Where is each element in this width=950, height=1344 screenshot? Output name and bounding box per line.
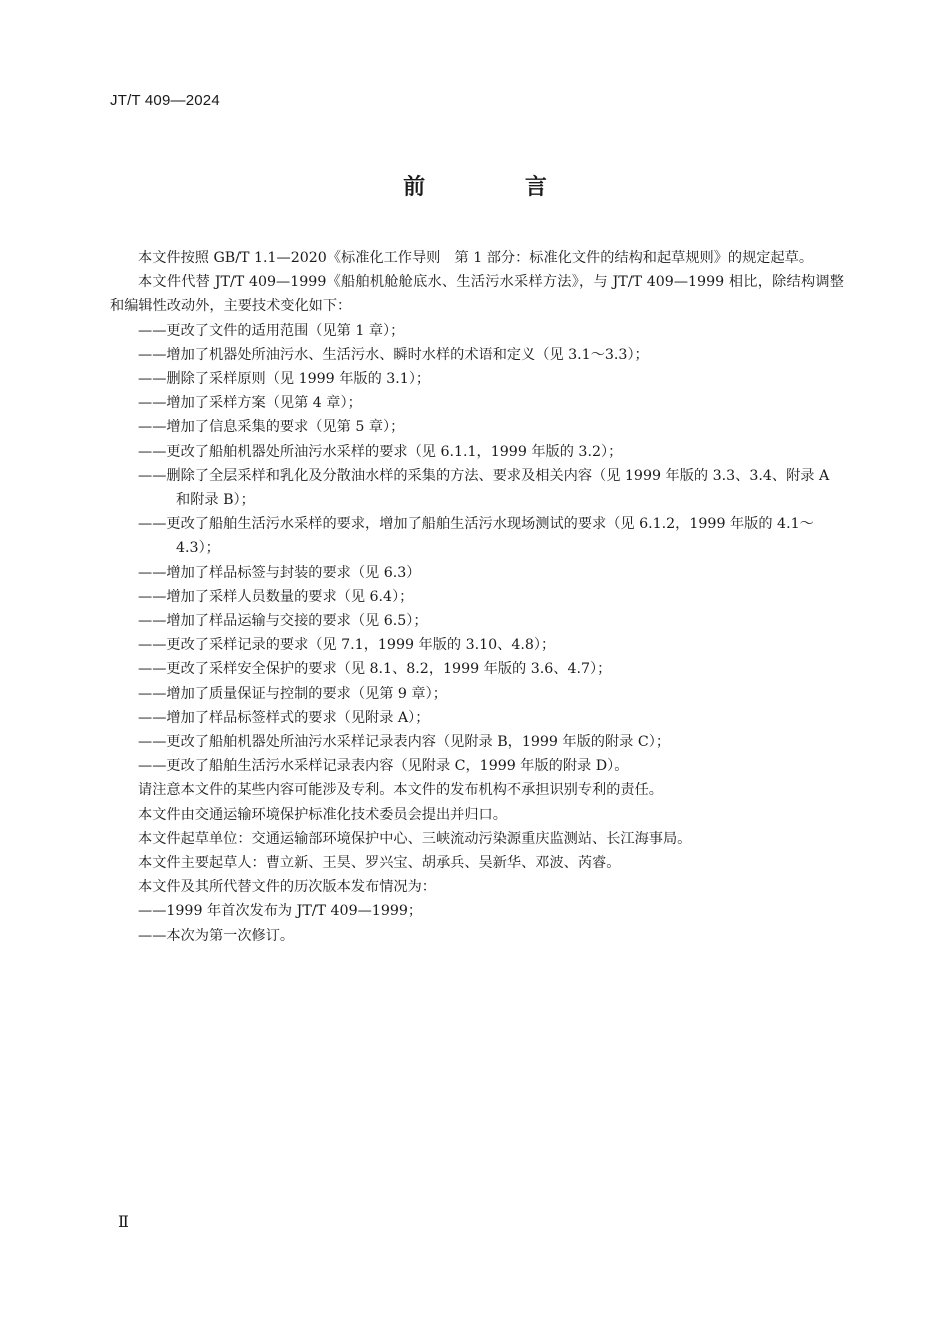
list-item: ——增加了采样方案（见第 4 章）； — [138, 395, 362, 412]
list-item: ——增加了信息采集的要求（见第 5 章）； — [138, 419, 405, 436]
list-item: ——更改了船舶机器处所油污水采样的要求（见 6.1.1，1999 年版的 3.2）； — [138, 443, 623, 460]
document-id-header: JT/T 409—2024 — [110, 92, 220, 109]
paragraph-replacement: 本文件代替 JT/T 409—1999《船舶机舱舱底水、生活污水采样方法》，与 JT/T 409—1999 相比，除结构调整和编辑性改动外，主要技术变化如下： — [110, 274, 844, 315]
list-item: ——本次为第一次修订。 — [138, 927, 295, 944]
history-list — [110, 899, 844, 947]
list-item: ——增加了机器处所油污水、生活污水、瞬时水样的术语和定义（见 3.1～3.3）； — [138, 346, 649, 363]
list-item: ——增加了采样人员数量的要求（见 6.4）； — [138, 588, 414, 605]
paragraph-drafting-units: 本文件起草单位：交通运输部环境保护中心、三峡流动污染源重庆监测站、长江海事局。 — [138, 830, 692, 847]
list-item: ——更改了文件的适用范围（见第 1 章）； — [138, 322, 405, 339]
list-item: ——更改了采样记录的要求（见 7.1，1999 年版的 3.10、4.8）； — [138, 637, 556, 654]
list-item: ——1999 年首次发布为 JT/T 409—1999； — [138, 903, 423, 920]
list-item: ——增加了样品标签与封装的要求（见 6.3） — [138, 564, 421, 581]
list-item: ——更改了船舶生活污水采样记录表内容（见附录 C，1999 年版的附录 D）。 — [138, 758, 629, 775]
list-item: ——删除了采样原则（见 1999 年版的 3.1）； — [138, 371, 431, 388]
paragraph-drafting-basis: 本文件按照 GB/T 1.1—2020《标准化工作导则 第 1 部分：标准化文件的结构和起草规则》的规定起草。 — [138, 250, 814, 266]
list-item: ——删除了全层采样和乳化及分散油水样的采集的方法、要求及相关内容（见 1999 年版的 3.3、3.4、附录 A 和附录 B）； — [138, 467, 830, 509]
list-item: ——增加了样品标签样式的要求（见附录 A）； — [138, 709, 430, 726]
list-item: ——更改了船舶机器处所油污水采样记录表内容（见附录 B，1999 年版的附录 C）； — [138, 734, 671, 751]
paragraph-proposer: 本文件由交通运输环境保护标准化技术委员会提出并归口。 — [138, 806, 507, 823]
list-item: ——增加了质量保证与控制的要求（见第 9 章）； — [138, 685, 447, 702]
list-item: ——更改了采样安全保护的要求（见 8.1、8.2，1999 年版的 3.6、4.7）； — [138, 661, 612, 678]
paragraph-patent-notice: 请注意本文件的某些内容可能涉及专利。本文件的发布机构不承担识别专利的责任。 — [138, 782, 663, 799]
page-title: 前 言 — [403, 175, 593, 200]
paragraph-drafters: 本文件主要起草人：曹立新、王昊、罗兴宝、胡承兵、吴新华、邓波、芮睿。 — [138, 855, 621, 872]
document-body — [110, 246, 844, 948]
list-item: ——更改了船舶生活污水采样的要求，增加了船舶生活污水现场测试的要求（见 6.1.2，1999 年版的 4.1～4.3）； — [138, 516, 814, 557]
paragraph-version-history: 本文件及其所代替文件的历次版本发布情况为： — [138, 879, 436, 896]
changes-list — [110, 319, 844, 779]
list-item: ——增加了样品运输与交接的要求（见 6.5）； — [138, 613, 428, 630]
page-number: Ⅱ — [118, 1212, 129, 1231]
